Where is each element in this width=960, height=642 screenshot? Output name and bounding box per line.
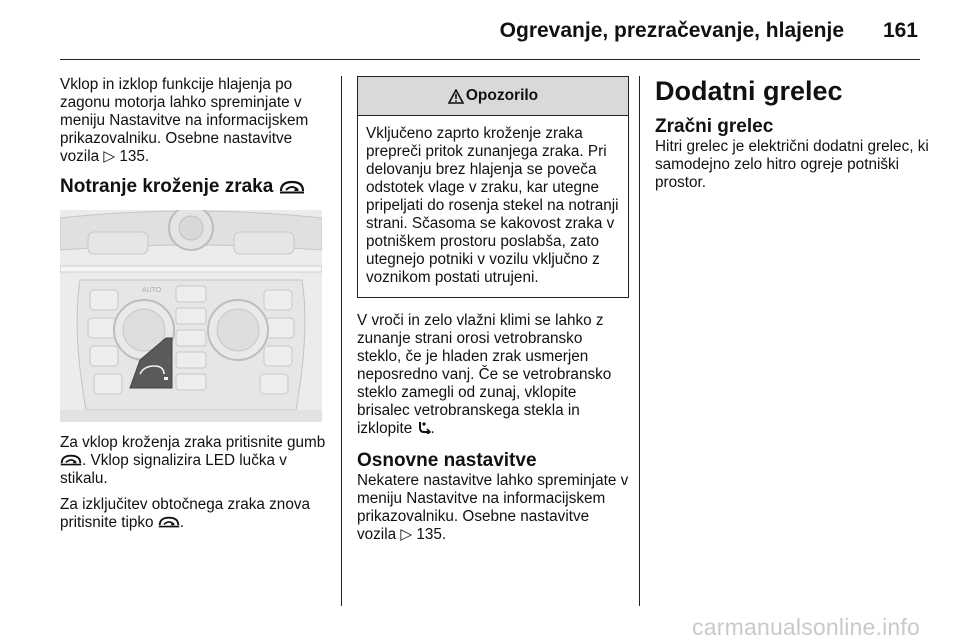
recirculation-icon bbox=[158, 515, 180, 528]
warning-text: Vključeno zaprto kroženje zraka prepreči pritok zunanjega zraka. Pri delovanju brez hlajenja se poveča odstotek vlage v zraku, kar utegne pripeljati do rosenja stekel na notranji strani. Sčasoma se kakovost zraka v potniškem prostoru poslabša, zato utegnejo potniki v vozilu vključno z voznikom postati utrujeni. bbox=[366, 125, 619, 286]
watermark: carmanualsonline.info bbox=[692, 614, 920, 640]
column-3 bbox=[655, 76, 930, 200]
recirculation-on-paragraph: Za vklop kroženja zraka pritisnite gumb . Vklop signalizira LED lučka v stikalu. bbox=[60, 434, 326, 487]
basic-settings-paragraph: Nekatere nastavitve lahko spreminjate v meniju Nastavitve na informacijskem prikazovalniku. Osebne nastavitve vozila ▷ 135. bbox=[357, 472, 629, 543]
windscreen-paragraph: V vroči in zelo vlažni klimi se lahko z zunanje strani orosi vetrobransko steklo, če je hladen zrak usmerjen neposredno vanj. Če se vetrobransko steklo zamegli od zunaj, vklopite brisalec vetrobranskega stekla in izklopite . bbox=[357, 312, 612, 437]
page-header bbox=[0, 0, 960, 60]
header-divider bbox=[60, 59, 920, 60]
column-divider-2 bbox=[639, 76, 640, 606]
recirculation-heading: Notranje kroženje zraka bbox=[60, 176, 326, 198]
warning-box bbox=[357, 76, 629, 298]
air-heater-subheading: Zračni grelec bbox=[655, 116, 774, 137]
auxiliary-heater-heading: Dodatni grelec bbox=[655, 76, 843, 106]
footwell-airflow-icon bbox=[417, 421, 431, 434]
recirculation-icon bbox=[60, 453, 82, 466]
warning-triangle-icon bbox=[448, 89, 464, 104]
warning-title: Opozorilo bbox=[465, 87, 539, 104]
column-divider-1 bbox=[341, 76, 342, 606]
column-1 bbox=[60, 76, 326, 540]
warning-header bbox=[358, 77, 628, 116]
climate-panel-illustration bbox=[60, 210, 322, 422]
basic-settings-heading: Osnovne nastavitve bbox=[357, 450, 537, 471]
panel-label-auto: AUTO bbox=[142, 287, 162, 294]
intro-paragraph: Vklop in izklop funkcije hlajenja po zagonu motorja lahko spreminjate v meniju Nastavitve na informacijskem prikazovalniku. Osebne nastavitve vozila ▷ 135. bbox=[60, 76, 309, 165]
climate-control-panel-image bbox=[60, 210, 322, 422]
triangle-arrow-icon: ▷ bbox=[400, 526, 413, 543]
page-title: Ogrevanje, prezračevanje, hlajenje bbox=[499, 19, 844, 42]
page-number: 161 bbox=[882, 19, 918, 42]
air-heater-paragraph: Hitri grelec je električni dodatni grelec, ki samodejno zelo hitro ogreje potniški prostor. bbox=[655, 138, 929, 191]
triangle-arrow-icon: ▷ bbox=[103, 148, 116, 165]
recirculation-off-paragraph: Za izključitev obtočnega zraka znova pritisnite tipko . bbox=[60, 496, 310, 531]
column-2 bbox=[357, 76, 629, 552]
recirculation-icon bbox=[279, 179, 305, 194]
